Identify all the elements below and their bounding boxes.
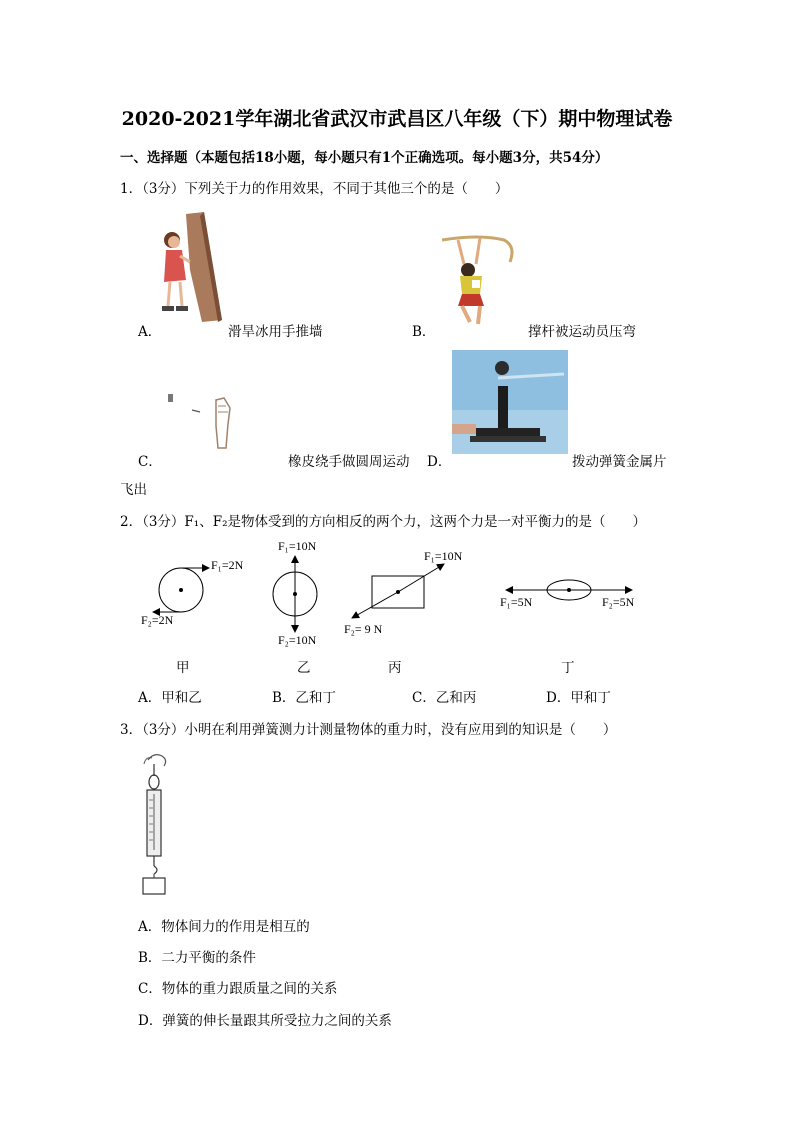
q1-option-a-label: A．	[138, 324, 162, 340]
bing-f1-label: F₁=10N	[424, 549, 463, 563]
q2-caption-bing: 丙	[388, 660, 402, 676]
q2-option-c: C．乙和丙	[412, 690, 477, 706]
q2-diagram-jia	[135, 552, 265, 634]
yi-f2-label: F₂=10N	[278, 633, 317, 647]
section-heading: 一、选择题（本题包括18小题，每小题只有1个正确选项。每小题3分，共54分）	[120, 150, 609, 166]
q1-option-c-text: 橡皮绕手做圆周运动	[288, 454, 410, 470]
q2-option-b: B．乙和丁	[272, 690, 336, 706]
q3-stem: 3．（3分）小明在利用弹簧测力计测量物体的重力时，没有应用到的知识是（ ）	[120, 722, 617, 738]
q1-stem: 1．（3分）下列关于力的作用效果，不同于其他三个的是（ ）	[120, 181, 509, 197]
q3-option-a: A．物体间力的作用是相互的	[138, 919, 310, 935]
q1-option-b-text: 撑杆被运动员压弯	[528, 324, 636, 340]
q3-option-b: B．二力平衡的条件	[138, 950, 256, 966]
q2-caption-yi: 乙	[297, 660, 311, 676]
q1-option-b-label: B．	[412, 324, 436, 340]
ding-f2-label: F₂=5N	[602, 595, 635, 609]
q2-diagram-yi	[258, 536, 348, 648]
q3-option-c: C．物体的重力跟质量之间的关系	[138, 981, 338, 997]
q2-diagram-ding	[492, 572, 652, 616]
q2-option-a: A．甲和乙	[138, 690, 202, 706]
q1-option-d-text: 拨动弹簧金属片	[572, 454, 667, 470]
ding-f1-label: F₁=5N	[500, 595, 533, 609]
q1-option-c-label: C．	[138, 454, 162, 470]
q1-image-skater	[160, 210, 228, 324]
q2-option-d: D．甲和丁	[546, 690, 611, 706]
q1-image-eraser-rotation	[164, 390, 244, 452]
q3-image-spring-scale	[134, 750, 180, 898]
yi-f1-label: F₁=10N	[278, 539, 317, 553]
q2-caption-jia: 甲	[176, 660, 190, 676]
q1-option-a-text: 滑旱冰用手推墙	[228, 324, 323, 340]
q2-caption-ding: 丁	[561, 660, 575, 676]
q1-option-d-label: D．	[427, 454, 452, 470]
bing-f2-label: F₂= 9 N	[344, 622, 383, 636]
q1-image-pole-vaulter	[440, 232, 518, 328]
jia-f1-label: F₁=2N	[211, 558, 244, 572]
page-title: 2020-2021学年湖北省武汉市武昌区八年级（下）期中物理试卷	[121, 108, 673, 130]
q2-stem: 2．（3分）F₁、F₂是物体受到的方向相反的两个力，这两个力是一对平衡力的是（ ）	[120, 514, 646, 530]
q1-image-spring-plate	[452, 350, 568, 460]
q3-option-d: D．弹簧的伸长量跟其所受拉力之间的关系	[138, 1013, 392, 1029]
q1-option-d-wrap: 飞出	[120, 482, 147, 498]
jia-f2-label: F₂=2N	[141, 613, 174, 627]
q2-diagram-bing	[340, 548, 480, 640]
